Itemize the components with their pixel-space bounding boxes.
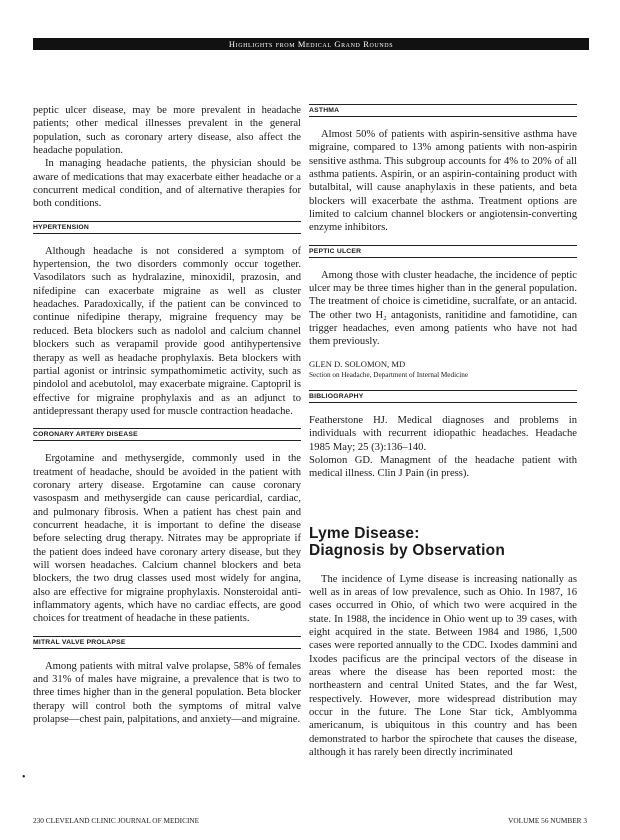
author-name: GLEN D. SOLOMON, MD [309,358,406,369]
coronary-artery-disease-paragraph: Ergotamine and methysergide, commonly used in the treatment of headache, should be avoided in the patient with coronary artery disease. Ergotamine can cause coronary vasospasm and methysergide can cause pericardial, cardiac, and pulmonary fibrosis. When a patient has chest pain and concurrent headache, it is important to define the disease before selecting drug therapy. Nitrates may be appropriate if the patient does indeed have coronary artery disease, but they will worsen headaches. Calcium channel blockers and beta blockers, the two drug classes used most widely for angina, also are effective for migraine prophylaxis. Nonsteroidal anti-inflammatory agents, which have no cardiac effects, are good choices for treatment of headache in these patients. [33,453,301,625]
footer-volume: VOLUME 56 NUMBER 3 [508,816,587,825]
section-heading-hypertension: HYPERTENSION [33,221,301,234]
section-heading-peptic-ulcer: PEPTIC ULCER [309,245,577,258]
margin-dot-icon: • [22,772,26,783]
section-heading-bibliography: BIBLIOGRAPHY [309,390,577,403]
mitral-valve-prolapse-paragraph: Among patients with mitral valve prolapse, 58% of females and 31% of males have migraine, a prevalence that is two to three times higher than in the general population. Beta blocker therapy will control both the symptoms of mitral valve prolapse—chest pain, palpitations, and anxiety—and migraine. [33,660,301,726]
lyme-disease-paragraph: The incidence of Lyme disease is increasing nationally as well as in areas of low prevalence, such as Ohio. In 1987, 16 cases occurred in Ohio, of which two were acquired in the state. In 1988, the incidence in Ohio went up to 39 cases, with eight acquired in the state. Between 1984 and 1986, 1,500 cases were reported annually to the CDC. Ixodes dammini and Ixodes pacificus are the principal vectors of the disease in areas where the disease has been reported most: the northeastern and central United States, and the far West, respectively. However, more widespread distribution may occur in the future. The Lone Star tick, Amblyomma americanum, is ubiquitous in this country and has been demonstrated to harbor the spirochete that causes the disease, although it has rarely been directly incriminated [309,573,577,758]
article-title-line-1: Lyme Disease: [309,524,420,542]
article-title-line-2: Diagnosis by Observation [309,541,506,559]
article-title [309,525,577,559]
footer-journal: 230 CLEVELAND CLINIC JOURNAL OF MEDICINE [33,816,200,825]
hypertension-paragraph: Although headache is not considered a symptom of hypertension, the two disorders commonly occur together. Vasodilators such as hydralazine, minoxidil, prazosin, and nifedipine can exacerbate migraine as well as cluster headaches. Paradoxically, if the patient can be convinced to continue nifedipine therapy, migraine frequency may be reduced. Beta blockers such as nadolol and calcium channel blockers such as verapamil provide good antihypertensive therapy as well as headache prophylaxis. Beta blockers with partial agonist or intrinsic sympathomimetic activity, such as pindolol and acebutolol, may exacerbate migraine. Captopril is effective for migraine prophylaxis and as an adjunct to antidepressant therapy used for muscle contraction headache. [33,245,301,417]
asthma-paragraph: Almost 50% of patients with aspirin-sensitive asthma have migraine, compared to 13% among patients with non-aspirin sensitive asthma. This subgroup accounts for 4% to 20% of all asthma patients. Aspirin, or an aspirin-containing product with butalbital, will cause anaphylaxis in these patients, and beta blockers will exacerbate the asthma. Treatment options are limited to calcium channel blockers or angiotensin-converting enzyme inhibitors. [309,129,577,234]
left-column [33,104,301,726]
bibliography-entry-1: Featherstone HJ. Medical diagnoses and problems in individuals with recurrent idiopathic headaches. Headache 1985 May; 25 (3):136–140. [309,414,577,453]
section-heading-mitral-valve-prolapse: MITRAL VALVE PROLAPSE [33,636,301,649]
author-affiliation: Section on Headache, Department of Internal Medicine [309,370,469,379]
intro-paragraph-1: peptic ulcer disease, may be more prevalent in headache patients; other medical illnesses prevalent in the general population, such as coronary artery disease, also affect the headache population. [33,105,301,157]
section-heading-asthma: ASTHMA [309,104,577,117]
running-header-banner: Highlights from Medical Grand Rounds [33,38,589,50]
peptic-ulcer-paragraph: Among those with cluster headache, the incidence of peptic ulcer may be three times higher than in the general population. The treatment of choice is cimetidine, sucralfate, or an antacid. The other two H₂ antagonists, ranitidine and famotidine, can trigger headaches, even among patients who have not had them previously. [309,269,577,348]
intro-paragraph-2: In managing headache patients, the physician should be aware of medications that may exacerbate either headache or a concurrent medical condition, and of alternative therapies for both conditions. [33,158,301,210]
section-heading-coronary-artery-disease: CORONARY ARTERY DISEASE [33,428,301,441]
right-column [309,104,577,759]
bibliography-entry-2: Solomon GD. Managment of the headache patient with medical illness. Clin J Pain (in press). [309,454,577,480]
